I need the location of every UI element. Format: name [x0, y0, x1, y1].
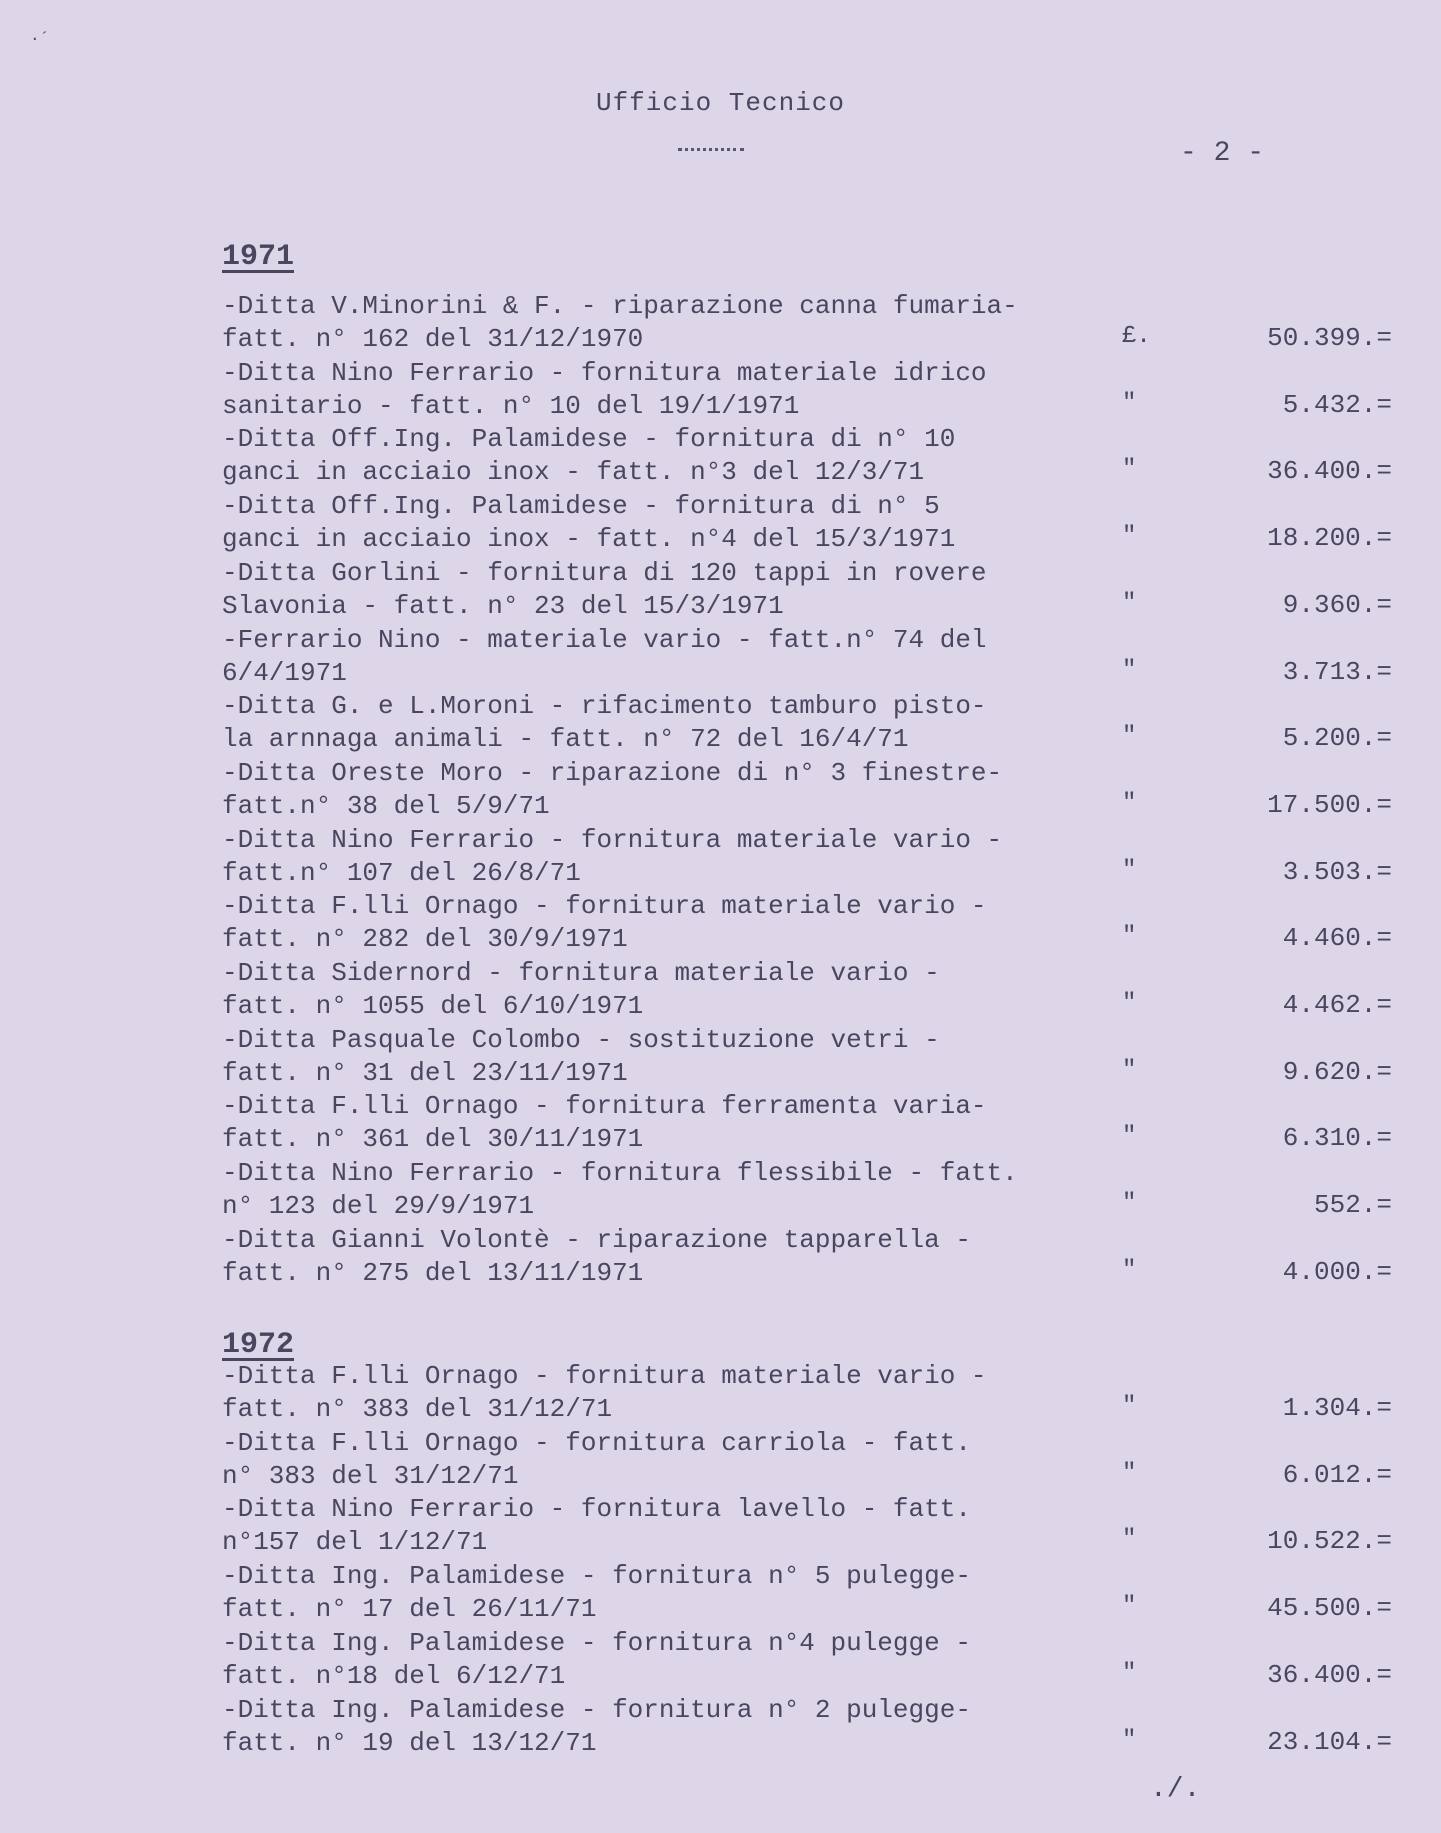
entry-amount: 4.462.= — [1282, 990, 1392, 1020]
entry-line-2: 6/4/1971 — [222, 657, 347, 688]
entry-description — [222, 1157, 1122, 1223]
ledger-entry — [222, 890, 1412, 956]
entry-line-1: -Ditta Sidernord - fornitura materiale vario - — [222, 958, 940, 988]
entry-line-1: -Ditta F.lli Ornago - fornitura materiale vario - — [222, 1361, 987, 1391]
entry-amount: 9.620.= — [1282, 1056, 1392, 1087]
entry-line-2: sanitario - fatt. n° 10 del 19/1/1971 — [222, 390, 800, 421]
currency-ditto-mark: " — [1122, 1526, 1137, 1554]
ledger-entry — [222, 557, 1412, 623]
entry-amount: 45.500.= — [1267, 1593, 1392, 1624]
entry-line-2: fatt. n° 31 del 23/11/1971 — [222, 1057, 628, 1088]
section-year-1972: 1972 — [222, 1328, 295, 1362]
ink-speck: ·´ — [30, 30, 50, 48]
entry-description — [222, 557, 1122, 623]
ledger-entry — [222, 757, 1412, 823]
entry-line-2: fatt.n° 107 del 26/8/71 — [222, 857, 581, 888]
entry-line-2: fatt. n° 383 del 31/12/71 — [222, 1394, 613, 1424]
ledger-entry — [222, 1360, 1412, 1426]
entry-amount: 10.522.= — [1267, 1526, 1392, 1557]
currency-ditto-mark: " — [1122, 1056, 1137, 1084]
entry-line-1: -Ditta Gorlini - fornitura di 120 tappi in rovere — [222, 557, 987, 588]
entry-description — [222, 490, 1122, 556]
entry-line-2: fatt. n° 1055 del 6/10/1971 — [222, 991, 644, 1021]
entry-line-2: fatt. n° 282 del 30/9/1971 — [222, 924, 628, 955]
entry-amount: 5.432.= — [1282, 389, 1392, 420]
entry-line-1: -Ditta Oreste Moro - riparazione di n° 3 finestre- — [222, 757, 1003, 788]
currency-ditto-mark: £. — [1122, 323, 1151, 350]
entry-amount: 18.200.= — [1267, 523, 1392, 554]
entry-line-1: -Ditta Nino Ferrario - fornitura materiale idrico — [222, 357, 987, 388]
currency-ditto-mark: " — [1122, 523, 1137, 551]
currency-ditto-mark: " — [1122, 1593, 1137, 1621]
entry-line-2: n° 123 del 29/9/1971 — [222, 1191, 535, 1222]
continued-mark: ./. — [1150, 1774, 1201, 1805]
entry-description — [222, 1560, 1122, 1626]
entry-amount: 4.460.= — [1282, 923, 1392, 954]
entry-line-1: -Ditta Nino Ferrario - fornitura materiale vario - — [222, 824, 1003, 855]
ledger-entry — [222, 490, 1412, 556]
currency-ditto-mark: " — [1122, 1393, 1137, 1420]
currency-ditto-mark: " — [1122, 1123, 1137, 1151]
ledger-entry — [222, 1560, 1412, 1626]
currency-ditto-mark: " — [1122, 1459, 1137, 1487]
currency-ditto-mark: " — [1122, 789, 1137, 817]
entry-line-1: -Ditta Nino Ferrario - fornitura lavello - fatt. — [222, 1494, 971, 1525]
currency-ditto-mark: " — [1122, 990, 1137, 1017]
ledger-entry — [222, 423, 1412, 489]
ledger-entry — [222, 1090, 1412, 1156]
currency-ditto-mark: " — [1122, 1659, 1137, 1687]
section-year-1971: 1971 — [222, 240, 295, 274]
ledger-entry — [222, 357, 1412, 423]
entry-description — [222, 824, 1122, 890]
entry-amount: 23.104.= — [1267, 1726, 1392, 1757]
ledger-entry — [222, 690, 1412, 756]
currency-ditto-mark: " — [1122, 1190, 1137, 1218]
currency-ditto-mark: " — [1122, 856, 1137, 884]
entry-amount: 1.304.= — [1282, 1393, 1392, 1423]
entry-line-1: -Ditta V.Minorini & F. - riparazione canna fumaria- — [222, 291, 1018, 321]
ledger-entry — [222, 1493, 1412, 1559]
ledger-entry — [222, 1627, 1412, 1693]
office-title: Ufficio Tecnico — [595, 88, 846, 118]
currency-ditto-mark: " — [1122, 1256, 1137, 1284]
entry-line-1: -Ditta Pasquale Colombo - sostituzione vetri - — [222, 1024, 940, 1055]
entry-description — [222, 957, 1122, 1023]
currency-ditto-mark: " — [1122, 656, 1137, 684]
ledger-entry — [222, 1024, 1412, 1090]
entry-amount: 4.000.= — [1282, 1256, 1392, 1287]
entry-description — [222, 757, 1122, 823]
ledger-entry — [222, 290, 1412, 356]
entry-amount: 3.503.= — [1282, 856, 1392, 887]
entry-line-2: fatt. n° 17 del 26/11/71 — [222, 1594, 597, 1625]
currency-ditto-mark: " — [1122, 1726, 1137, 1754]
entry-amount: 5.200.= — [1282, 723, 1392, 754]
entry-line-1: -Ditta G. e L.Moroni - rifacimento tamburo pisto- — [222, 691, 987, 722]
currency-ditto-mark: " — [1122, 923, 1137, 951]
entry-amount: 6.012.= — [1282, 1459, 1392, 1490]
entry-line-2: fatt.n° 38 del 5/9/71 — [222, 790, 550, 821]
entry-line-1: -Ditta Ing. Palamidese - fornitura n°4 pulegge - — [222, 1627, 971, 1658]
entry-line-1: -Ferrario Nino - materiale vario - fatt.n° 74 del — [222, 624, 987, 655]
title-rule — [678, 148, 744, 151]
entry-line-2: la arnnaga animali - fatt. n° 72 del 16/4/71 — [222, 724, 909, 755]
page-number: - 2 - — [1180, 138, 1265, 169]
entry-amount: 36.400.= — [1267, 1659, 1392, 1690]
entry-line-1: -Ditta F.lli Ornago - fornitura materiale vario - — [222, 891, 987, 922]
entry-description — [222, 1090, 1122, 1156]
ledger-entry — [222, 1427, 1412, 1493]
currency-ditto-mark: " — [1122, 589, 1137, 617]
ledger-entry — [222, 1694, 1412, 1760]
entry-line-1: -Ditta Off.Ing. Palamidese - fornitura di n° 10 — [222, 424, 956, 455]
entry-amount: 3.713.= — [1282, 656, 1392, 687]
entry-description — [222, 890, 1122, 956]
ledger-entry — [222, 824, 1412, 890]
entry-description — [222, 1427, 1122, 1493]
entry-line-1: -Ditta Ing. Palamidese - fornitura n° 5 pulegge- — [222, 1561, 971, 1592]
entry-amount: 36.400.= — [1267, 456, 1392, 487]
entry-line-1: -Ditta Off.Ing. Palamidese - fornitura di n° 5 — [222, 491, 940, 522]
entry-line-2: fatt. n° 361 del 30/11/1971 — [222, 1124, 644, 1155]
entry-line-2: fatt. n° 19 del 13/12/71 — [222, 1727, 597, 1758]
entry-line-2: ganci in acciaio inox - fatt. n°4 del 15/3/1971 — [222, 524, 956, 555]
entry-amount: 50.399.= — [1267, 323, 1392, 353]
entry-amount: 552.= — [1313, 1190, 1392, 1221]
entry-amount: 6.310.= — [1282, 1123, 1392, 1154]
entry-description — [222, 290, 1122, 356]
currency-ditto-mark: " — [1122, 389, 1137, 417]
ledger-entry — [222, 957, 1412, 1023]
entry-line-2: Slavonia - fatt. n° 23 del 15/3/1971 — [222, 590, 784, 621]
entry-line-2: ganci in acciaio inox - fatt. n°3 del 12/3/71 — [222, 457, 925, 488]
entry-amount: 17.500.= — [1267, 789, 1392, 820]
entry-description — [222, 1224, 1122, 1290]
entry-line-1: -Ditta Nino Ferrario - fornitura flessibile - fatt. — [222, 1158, 1018, 1189]
entry-line-1: -Ditta Ing. Palamidese - fornitura n° 2 pulegge- — [222, 1694, 971, 1725]
entry-description — [222, 357, 1122, 423]
entry-line-1: -Ditta F.lli Ornago - fornitura carriola - fatt. — [222, 1427, 971, 1458]
entry-description — [222, 1627, 1122, 1693]
entry-line-1: -Ditta Gianni Volontè - riparazione tapparella - — [222, 1224, 971, 1255]
entry-line-2: fatt. n°18 del 6/12/71 — [222, 1660, 566, 1691]
entry-line-1: -Ditta F.lli Ornago - fornitura ferramenta varia- — [222, 1091, 987, 1122]
currency-ditto-mark: " — [1122, 456, 1137, 484]
entry-line-2: n° 383 del 31/12/71 — [222, 1460, 519, 1491]
entry-description — [222, 1024, 1122, 1090]
entry-description — [222, 1694, 1122, 1760]
entry-amount: 9.360.= — [1282, 589, 1392, 620]
entry-description — [222, 690, 1122, 756]
entry-description — [222, 1493, 1122, 1559]
entry-description — [222, 1360, 1122, 1426]
entry-description — [222, 624, 1122, 690]
ledger-entry — [222, 1224, 1412, 1290]
entry-line-2: fatt. n° 275 del 13/11/1971 — [222, 1257, 644, 1288]
ledger-entry — [222, 1157, 1412, 1223]
entry-line-2: n°157 del 1/12/71 — [222, 1527, 488, 1558]
currency-ditto-mark: " — [1122, 723, 1137, 751]
entry-line-2: fatt. n° 162 del 31/12/1970 — [222, 324, 644, 354]
ledger-entry — [222, 624, 1412, 690]
entry-description — [222, 423, 1122, 489]
